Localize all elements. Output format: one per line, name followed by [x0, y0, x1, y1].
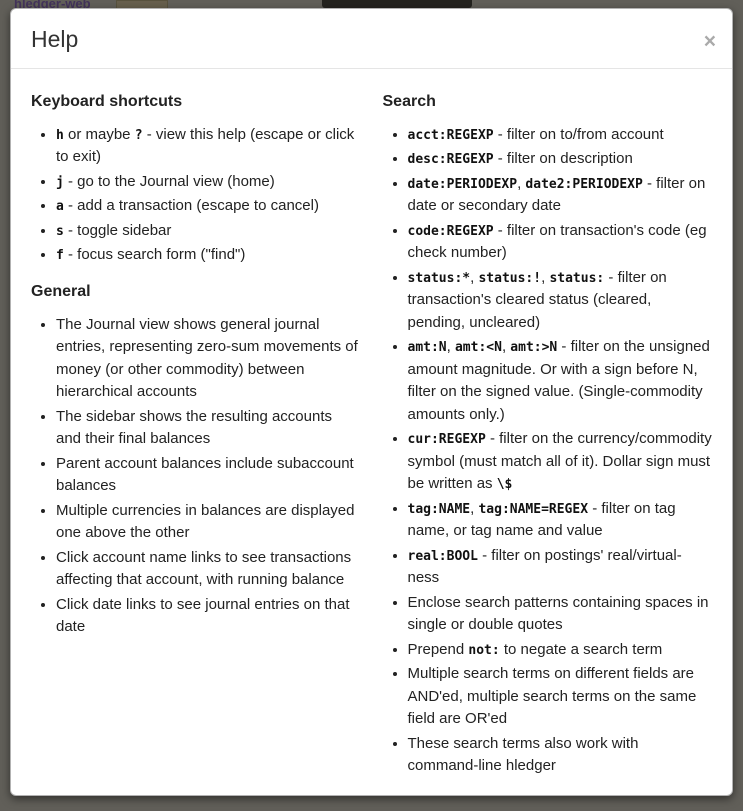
- code-term: code:REGEXP: [407, 223, 494, 239]
- search-list: [383, 124, 713, 778]
- list-item: [56, 594, 361, 639]
- code-term: amt:N: [407, 340, 447, 356]
- text-segment: ,: [541, 268, 550, 286]
- text-segment: - filter on postings' real/virtual-ness: [407, 546, 682, 587]
- modal-title: Help: [31, 26, 79, 52]
- text-segment: Parent account balances include subaccount balances: [56, 454, 354, 495]
- code-term: amt:>N: [510, 340, 558, 356]
- text-segment: - filter on to/from account: [493, 125, 664, 143]
- list-item: [56, 220, 361, 243]
- list-item: [56, 547, 361, 592]
- text-segment: These search terms also work with command-line hledger: [407, 734, 639, 775]
- text-segment: - filter on tag name, or tag name and value: [407, 499, 676, 540]
- section-heading-shortcuts: Keyboard shortcuts: [31, 92, 183, 110]
- text-segment: or maybe: [63, 125, 135, 143]
- list-item: [408, 592, 713, 637]
- code-term: real:BOOL: [407, 548, 478, 564]
- section-heading-search: Search: [382, 92, 436, 110]
- text-segment: - filter on transaction's code (eg check number): [407, 221, 707, 262]
- text-segment: The Journal view shows general journal entries, representing zero-sum movements of money (or other commodity) between hierarchical accounts: [56, 315, 358, 401]
- text-segment: - add a transaction (escape to cancel): [63, 197, 319, 215]
- text-segment: Click date links to see journal entries on that date: [56, 595, 350, 636]
- text-segment: The sidebar shows the resulting accounts and their final balances: [56, 407, 332, 448]
- right-column: [383, 83, 713, 794]
- list-item: [408, 733, 713, 778]
- code-term: date2:PERIODEXP: [525, 176, 643, 192]
- list-item: [56, 500, 361, 545]
- section-heading-general: General: [31, 282, 91, 300]
- list-item: [56, 453, 361, 498]
- code-term: status:: [549, 270, 605, 286]
- list-item: [56, 314, 361, 404]
- code-term: j: [56, 174, 64, 190]
- list-item: [408, 545, 713, 590]
- general-list: [31, 314, 361, 639]
- code-term: cur:REGEXP: [407, 432, 486, 448]
- list-item: [56, 244, 361, 267]
- text-segment: to negate a search term: [499, 640, 663, 658]
- modal-body: [11, 69, 732, 796]
- list-item: [56, 171, 361, 194]
- list-item: [408, 267, 713, 335]
- text-segment: Enclose search patterns containing spaces in single or double quotes: [407, 593, 709, 634]
- text-segment: - filter on the unsigned amount magnitude. Or with a sign before N, filter on the signed value. (Single-commodity amounts only.): [407, 338, 710, 423]
- list-item: [408, 663, 713, 731]
- code-term: \$: [496, 477, 513, 493]
- text-segment: - filter on transaction's cleared status (cleared, pending, uncleared): [407, 268, 667, 331]
- list-item: [408, 336, 713, 426]
- code-term: tag:NAME=REGEX: [478, 501, 589, 517]
- text-segment: - filter on date or secondary date: [407, 174, 706, 215]
- list-item: [408, 639, 713, 662]
- code-term: status:*: [407, 270, 471, 286]
- text-segment: ,: [501, 338, 511, 356]
- text-segment: - filter on the currency/commodity symbol (must match all of it). Dollar sign must be written as: [407, 430, 712, 493]
- text-segment: Multiple currencies in balances are displayed one above the other: [56, 501, 355, 542]
- code-term: acct:REGEXP: [407, 127, 494, 143]
- code-term: not:: [468, 642, 500, 658]
- list-item: [56, 406, 361, 451]
- list-item: [408, 220, 713, 265]
- text-segment: - filter on description: [493, 150, 633, 168]
- code-term: ?: [134, 127, 143, 143]
- list-item: [56, 195, 361, 218]
- list-item: [408, 173, 713, 218]
- text-segment: - view this help (escape or click to exit): [56, 125, 355, 166]
- text-segment: Prepend: [407, 640, 469, 658]
- text-segment: - toggle sidebar: [63, 221, 172, 239]
- text-segment: ,: [517, 174, 526, 192]
- code-term: tag:NAME: [407, 501, 471, 517]
- list-item: [56, 124, 361, 169]
- list-item: [408, 148, 713, 171]
- text-segment: ,: [446, 338, 455, 356]
- code-term: status:!: [478, 270, 542, 286]
- text-segment: Multiple search terms on different fields are AND'ed, multiple search terms on the same field are OR'ed: [407, 665, 697, 728]
- list-item: [408, 498, 713, 543]
- code-term: amt:<N: [454, 340, 502, 356]
- modal-header: [11, 9, 732, 69]
- text-segment: ,: [470, 499, 479, 517]
- text-segment: - go to the Journal view (home): [63, 172, 275, 190]
- code-term: f: [56, 248, 64, 264]
- code-term: a: [56, 199, 64, 215]
- code-term: desc:REGEXP: [407, 152, 494, 168]
- help-modal: [10, 8, 733, 796]
- shortcuts-list: [31, 124, 361, 267]
- text-segment: Click account name links to see transactions affecting that account, with running balance: [56, 548, 352, 589]
- list-item: [408, 428, 713, 496]
- left-column: [31, 83, 361, 794]
- code-term: h: [56, 127, 64, 143]
- list-item: [408, 124, 713, 147]
- code-term: s: [56, 223, 64, 239]
- text-segment: - focus search form ("find"): [63, 246, 246, 264]
- text-segment: ,: [470, 268, 479, 286]
- close-icon[interactable]: ×: [703, 30, 716, 53]
- code-term: date:PERIODEXP: [407, 176, 518, 192]
